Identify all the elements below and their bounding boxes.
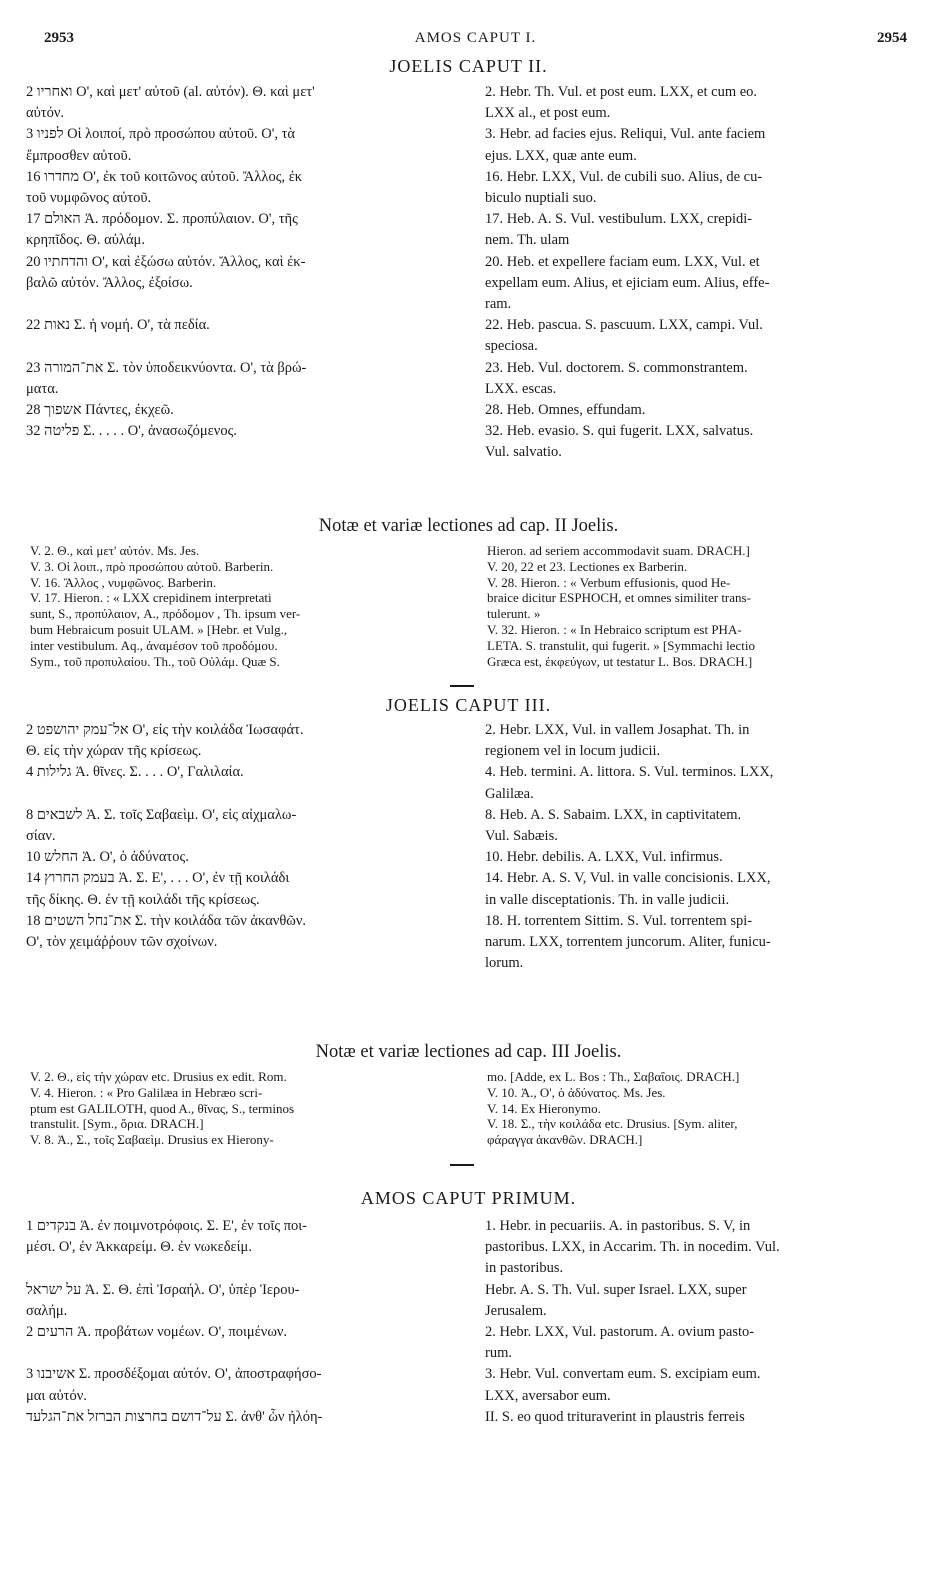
latin-text-line: 4. Heb. termini. A. littora. S. Vul. terminos. LXX,	[485, 764, 774, 781]
greek-text-line: ואחריו 2 Ο', καὶ μετ' αὐτοῦ (al. αὐτόν). Θ. καὶ μετ'	[26, 84, 315, 100]
latin-text-line: expellam eum. Alius, et ejiciam eum. Alius, effe-	[485, 274, 770, 291]
section-title-amos-1: AMOS CAPUT PRIMUM.	[360, 1188, 577, 1208]
greek-text-line: Ο', τὸν χειμάῤῥουν τῶν σχοίνων.	[26, 934, 218, 951]
joel-2-columns	[26, 82, 907, 464]
latin-text-line: 18. H. torrentem Sittim. S. Vul. torrentem spi-	[485, 912, 753, 929]
latin-text-line: 28. Heb. Omnes, effundam.	[485, 402, 646, 419]
greek-text-line: μαι αὐτόν.	[26, 1387, 87, 1404]
latin-text-line: lorum.	[485, 955, 524, 972]
greek-text-line	[26, 784, 466, 805]
left-page-number: 2953	[44, 30, 74, 46]
note-line: V. 14. Ex Hieronymo.	[487, 1100, 601, 1116]
note-line: LETA. S. transtulit, qui fugerit. » [Symmachi lectio	[487, 637, 755, 653]
greek-text-line: את־נחל השטים 18 Σ. τὴν κοιλάδα τῶν ἀκανθῶν.	[26, 912, 307, 929]
latin-text-line: 20. Heb. et expellere faciam eum. LXX, Vul. et	[485, 253, 760, 270]
greek-text-line: לשבאים 8 Ἀ. Σ. τοῖς Σαβαεὶμ. Ο', εἰς αἰχμαλω-	[26, 806, 297, 823]
greek-text-line: החלש 10 Ἀ. Ο', ὁ ἀδύνατος.	[26, 849, 189, 866]
latin-text-line: 1. Hebr. in pecuariis. A. in pastoribus. S. V, in	[485, 1218, 751, 1234]
note-line: V. 4. Hieron. : « Pro Galilæa in Hebræo scri-	[30, 1084, 263, 1100]
note-line: V. 16. Ἄλλος , νυμφῶνος. Barberin.	[30, 574, 217, 590]
running-title: AMOS CAPUT I.	[414, 30, 537, 46]
greek-text-line: אשיבנו 3 Σ. προσδέξομαι αὐτόν. Ο', ἀποστραφήσο-	[26, 1366, 322, 1383]
latin-text-line: speciosa.	[485, 338, 538, 355]
greek-text-line: בנקדים 1 Ἀ. ἐν ποιμνοτρόφοις. Σ. Ε', ἐν τοῖς ποι-	[26, 1218, 307, 1234]
joel-2-greek-column	[26, 82, 466, 464]
note-line: inter vestibulum. Aq., ἀναμέσον τοῦ προδόμου.	[30, 637, 278, 653]
note-line: V. 10. Ἀ., Ο', ὁ ἀδύνατος. Ms. Jes.	[487, 1084, 666, 1100]
latin-text-line: narum. LXX, torrentem juncorum. Aliter, funicu-	[485, 934, 771, 951]
latin-text-line: 23. Heb. Vul. doctorem. S. commonstrantem.	[485, 359, 748, 376]
section-title-joel-3: JOELIS CAPUT III.	[385, 695, 552, 715]
latin-text-line: 32. Heb. evasio. S. qui fugerit. LXX, salvatus.	[485, 423, 754, 440]
greek-text-line: Θ. εἰς τὴν χώραν τῆς κρίσεως.	[26, 743, 202, 760]
latin-text-line: II. S. eo quod trituraverint in plaustris ferreis	[485, 1408, 745, 1425]
latin-text-line: 3. Hebr. ad facies ejus. Reliqui, Vul. ante faciem	[485, 126, 766, 143]
note-line: ptum est GALILOTH, quod A., θῖνας, S., terminos	[30, 1100, 295, 1116]
greek-text-line: את־המורה 23 Σ. τὸν ὑποδεικνύοντα. Ο', τὰ βρώ-	[26, 359, 307, 376]
amos-1-latin-column	[485, 1216, 907, 1428]
latin-text-line: Hebr. A. S. Th. Vul. super Israel. LXX, super	[485, 1281, 747, 1298]
note-line: tulerunt. »	[487, 606, 541, 622]
note-line: mo. [Adde, ex L. Bos : Th., Σαβαΐοις. DRACH.]	[487, 1069, 740, 1084]
latin-text-line: Vul. Sabæis.	[485, 828, 558, 845]
greek-text-line: גלילות 4 Ἀ. θῖνες. Σ. . . . Ο', Γαλιλαία.	[26, 764, 244, 781]
greek-text-line: על ישראל Ἀ. Σ. Θ. ἐπὶ Ἰσραήλ. Ο', ὑπὲρ Ἱερου-	[26, 1281, 300, 1298]
notes-joel-3	[30, 1069, 907, 1148]
latin-text-line: 22. Heb. pascua. S. pascuum. LXX, campi. Vul.	[485, 317, 763, 334]
note-line: Græca est, ἐκφεύγων, ut testatur L. Bos. DRACH.]	[487, 653, 753, 669]
greek-text-line: פליטה 32 Σ. . . . . Ο', ἀνασωζόμενος.	[26, 423, 237, 440]
latin-text-line: nem. Th. ulam	[485, 232, 570, 249]
greek-text-line	[26, 336, 466, 357]
greek-text-line: האולם 17 Ἀ. πρόδομον. Σ. προπύλαιον. Ο', τῆς	[26, 211, 298, 228]
latin-text-line: in valle disceptationis. Th. in valle judicii.	[485, 891, 730, 908]
note-line: Sym., τοῦ προπυλαίου. Th., τοῦ Οὐλάμ. Quæ S.	[30, 653, 280, 669]
greek-text-line	[26, 1258, 466, 1279]
greek-text-line: κρηπῖδος. Θ. αὐλάμ.	[26, 232, 145, 249]
greek-text-line	[26, 294, 466, 315]
greek-text-line: σαλήμ.	[26, 1302, 68, 1319]
note-line: V. 17. Hieron. : « LXX crepidinem interpretati	[30, 590, 272, 606]
amos-1-greek-column	[26, 1216, 466, 1428]
latin-text-line: 14. Hebr. A. S. V, Vul. in valle concisionis. LXX,	[485, 870, 771, 887]
notes-joel-2	[30, 543, 907, 669]
latin-text-line: LXX. escas.	[485, 380, 557, 397]
notes-joel-3-left	[30, 1069, 460, 1148]
greek-text-line: בעמק החרוץ 14 Ἀ. Σ. Ε', . . . Ο', ἐν τῇ κοιλάδι	[26, 870, 290, 887]
divider-rule	[450, 1164, 474, 1166]
latin-text-line: ram.	[485, 296, 512, 313]
latin-text-line: LXX, aversabor eum.	[485, 1387, 611, 1404]
amos-1-columns	[26, 1216, 907, 1428]
greek-text-line: τῆς δίκης. Θ. ἐν τῇ κοιλάδι τῆς κρίσεως.	[26, 891, 260, 908]
note-line: V. 20, 22 et 23. Lectiones ex Barberin.	[487, 558, 688, 574]
latin-text-line: ejus. LXX, quæ ante eum.	[485, 147, 637, 164]
note-line: V. 2. Θ., καὶ μετ' αὐτόν. Ms. Jes.	[30, 543, 200, 558]
note-line: φάραγγα ἀκανθῶν. DRACH.]	[487, 1132, 643, 1148]
note-line: V. 3. Οἱ λοιπ., πρὸ προσώπου αὐτοῦ. Barberin.	[30, 558, 274, 574]
greek-text-line: אל־עמק יהושפט 2 Ο', εἰς τὴν κοιλάδα Ἰωσαφάτ.	[26, 722, 304, 738]
latin-text-line: Galilæa.	[485, 785, 534, 802]
latin-text-line: pastoribus. LXX, in Accarim. Th. in nocedim. Vul.	[485, 1239, 780, 1256]
latin-text-line: 17. Heb. A. S. Vul. vestibulum. LXX, crepidi-	[485, 211, 753, 228]
greek-text-line: אשפוך 28 Πάντες, ἐκχεῶ.	[26, 402, 174, 419]
notes-joel-2-left	[30, 543, 460, 669]
latin-text-line: 2. Hebr. Th. Vul. et post eum. LXX, et cum eo.	[485, 84, 758, 100]
latin-text-line: 3. Hebr. Vul. convertam eum. S. excipiam eum.	[485, 1366, 761, 1383]
latin-text-line: in pastoribus.	[485, 1260, 564, 1277]
latin-text-line: 10. Hebr. debilis. A. LXX, Vul. infirmus.	[485, 849, 723, 866]
right-page-number: 2954	[877, 30, 907, 46]
note-line: braice dicitur ESPHOCH, et omnes similiter trans-	[487, 590, 751, 606]
joel-3-greek-column	[26, 720, 466, 974]
latin-text-line: 2. Hebr. LXX, Vul. in vallem Josaphat. Th. in	[485, 722, 750, 738]
notes-joel-3-right	[487, 1069, 907, 1148]
note-line: transtulit. [Sym., ὅρια. DRACH.]	[30, 1116, 204, 1132]
latin-text-line: 16. Hebr. LXX, Vul. de cubili suo. Alius, de cu-	[485, 168, 763, 185]
latin-text-line: rum.	[485, 1345, 512, 1362]
note-line: V. 8. Ἀ., Σ., τοῖς Σαβαεὶμ. Drusius ex Hierony-	[30, 1132, 274, 1148]
notes-joel-2-right	[487, 543, 907, 669]
note-line: V. 18. Σ., τὴν κοιλάδα etc. Drusius. [Sym. aliter,	[487, 1116, 738, 1132]
note-line: V. 2. Θ., εἰς τὴν χώραν etc. Drusius ex edit. Rom.	[30, 1069, 287, 1084]
greek-text-line: לפניו 3 Οἱ λοιποί, πρὸ προσώπου αὐτοῦ. Ο', τὰ	[26, 126, 296, 143]
latin-text-line: 2. Hebr. LXX, Vul. pastorum. A. ovium pasto-	[485, 1324, 755, 1341]
note-line: bum Hebraicum posuit ULAM. » [Hebr. et Vulg.,	[30, 621, 288, 637]
latin-text-line: 8. Heb. A. S. Sabaim. LXX, in captivitatem.	[485, 806, 742, 823]
joel-2-latin-column	[485, 82, 907, 464]
greek-text-line: הרעים 2 Ἀ. προβάτων νομέων. Ο', ποιμένων.	[26, 1324, 288, 1341]
greek-text-line: ματα.	[26, 380, 59, 397]
latin-text-line: regionem vel in locum judicii.	[485, 743, 661, 760]
greek-text-line: מחדרו 16 Ο', ἐκ τοῦ κοιτῶνος αὐτοῦ. Ἄλλος, ἐκ	[26, 168, 303, 185]
latin-text-line: Vul. salvatio.	[485, 444, 562, 461]
greek-text-line: והדחתיו 20 Ο', καὶ ἐξώσω αὐτόν. Ἄλλος, καὶ ἐκ-	[26, 253, 306, 270]
greek-text-line: על־דושם בחרצות הברזל את־הגלעד Σ. ἀνθ' ὧν ἠλόη-	[26, 1408, 323, 1425]
joel-3-latin-column	[485, 720, 907, 974]
note-line: Hieron. ad seriem accommodavit suam. DRACH.]	[487, 543, 750, 558]
greek-text-line: ἔμπροσθεν αὐτοῦ.	[26, 147, 132, 164]
greek-text-line: τοῦ νυμφῶνος αὐτοῦ.	[26, 190, 152, 207]
greek-text-line: σίαν.	[26, 828, 56, 845]
note-line: sunt, S., προπύλαιον, A., πρόδομον , Th. ipsum ver-	[30, 606, 301, 622]
greek-text-line: βαλῶ αὐτόν. Ἄλλος, ἐξοίσω.	[26, 274, 193, 291]
greek-text-line: αὐτόν.	[26, 105, 65, 122]
latin-text-line: LXX al., et post eum.	[485, 105, 611, 122]
latin-text-line: biculo nuptiali suo.	[485, 190, 597, 207]
note-line: V. 32. Hieron. : « In Hebraico scriptum est PHA-	[487, 621, 742, 637]
notes-title-joel-2: Notæ et variæ lectiones ad cap. II Joelis.	[318, 516, 619, 536]
joel-3-columns	[26, 720, 907, 974]
notes-title-joel-3: Notæ et variæ lectiones ad cap. III Joelis.	[315, 1042, 622, 1062]
latin-text-line: Jerusalem.	[485, 1302, 547, 1319]
divider-rule	[450, 685, 474, 687]
section-title-joel-2: JOELIS CAPUT II.	[389, 56, 548, 76]
note-line: V. 28. Hieron. : « Verbum effusionis, quod He-	[487, 574, 731, 590]
greek-text-line: נאות 22 Σ. ἡ νομή. Ο', τὰ πεδία.	[26, 317, 210, 334]
greek-text-line	[26, 1343, 466, 1364]
running-header	[44, 30, 907, 52]
greek-text-line: μέσι. Ο', ἐν Ἀκκαρείμ. Θ. ἐν νωκεδείμ.	[26, 1239, 252, 1256]
